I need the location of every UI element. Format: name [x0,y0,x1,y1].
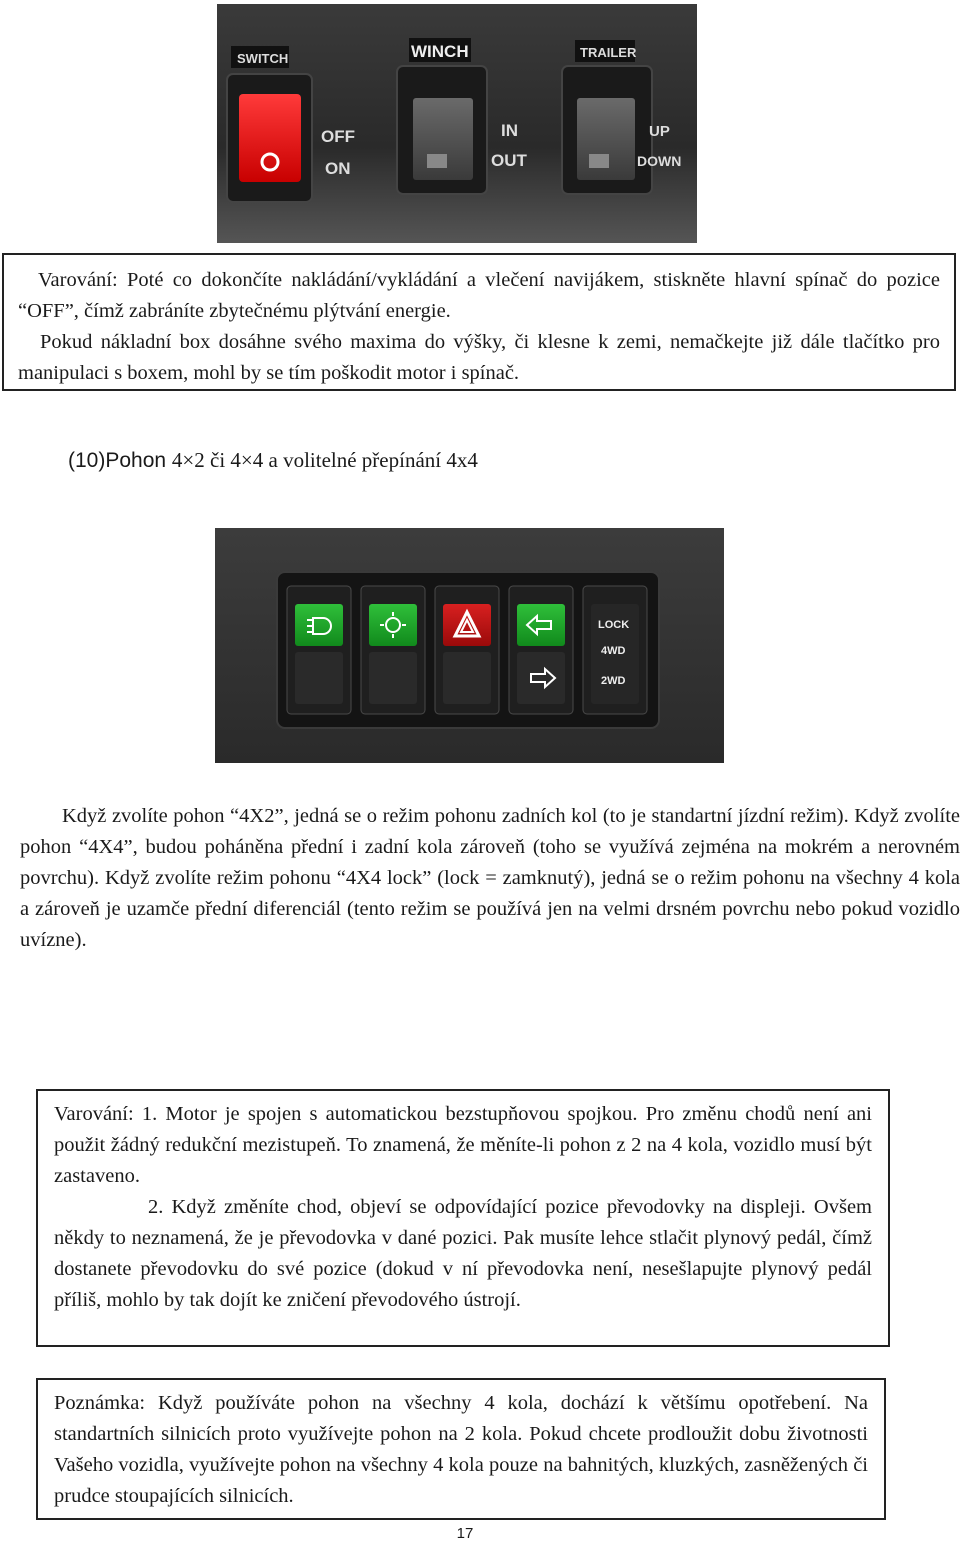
warning-1-text-2: Pokud nákladní box dosáhne svého maxima do výšky, či klesne k zemi, nemačkejte již dále tlačítko pro manipulaci s boxem, mohl by se tím poškodit motor i spínač. [18,331,940,384]
warning-1-text-1: Varování: Poté co dokončíte nakládání/vykládání a vlečení navijákem, stiskněte hlavní spínač do pozice “OFF”, čímž zabráníte zbytečnému plýtvání energie. [18,269,940,322]
section-heading [68,448,478,473]
switch-label: SWITCH [237,51,289,66]
off-label: OFF [321,127,355,146]
drive-switch-panel-photo [215,528,724,763]
lock-label: LOCK [598,619,630,631]
up-label: UP [649,123,670,140]
drive-mode-text: Když zvolíte pohon “4X2”, jedná se o režim pohonu zadních kol (to je standartní jízdní režim). Když zvolíte pohon “4X4”, budou poháněna přední i zadní kola zároveň (toho se využívá zejména na mokrém a nerovném povrchu). Když zvolíte režim pohonu “4X4 lock” (lock = zamknutý), jedná se o režim pohonu na všechny 4 kola a zároveň je uzamče přední diferenciál (tento režim se používá jen na velmi drsném povrchu nebo pokud vozidlo uvízne). [20,805,960,951]
section-heading-prefix: (10)Pohon [68,449,172,472]
winch-label: WINCH [411,42,469,61]
switch-panel-photo [217,4,697,243]
in-label: IN [501,121,518,140]
section-heading-rest: 4×2 či 4×4 a volitelné přepínání 4x4 [171,448,478,472]
page-number: 17 [456,1525,474,1542]
warning-2-item-1: Varování: 1. Motor je spojen s automatickou bezstupňovou spojkou. Pro změnu chodů není ani použit žádný redukční mezistupeň. To znamená, že měníte-li pohon z 2 na 4 kola, vozidlo musí být zastaveno. [54,1103,872,1187]
warning-2-item-2: 2. Když změníte chod, objeví se odpovídající pozice převodovky na displeji. Ovšem někdy to neznamená, že je převodovka v dané pozici. Pak musíte lehce stlačit plynový pedál, čímž dostanete převodovku do své pozice (dokud v ní převodovka není, nesešlapujte plynový pedál příliš, mohlo by tak dojít ke zničení převodového ústrojí. [54,1196,872,1311]
out-label: OUT [491,151,527,170]
on-label: ON [325,159,351,178]
down-label: DOWN [637,153,682,169]
warning-box-2 [36,1089,890,1347]
fourwd-label: 4WD [601,645,626,657]
note-text: Poznámka: Když používáte pohon na všechny 4 kola, dochází k většímu opotřebení. Na standartních silnicích proto využívejte pohon na 2 kola. Pokud chcete prodloužit dobu životnosti Vašeho vozidla, využívejte pohon na všechny 4 kola pouze na bahnitých, kluzkých, zasněžených či prudce stoupajících silnicích. [54,1392,868,1507]
note-box [36,1378,886,1520]
drive-mode-paragraph [20,801,960,956]
warning-box-1 [2,253,956,391]
trailer-label: TRAILER [580,45,637,60]
twowd-label: 2WD [601,675,626,687]
